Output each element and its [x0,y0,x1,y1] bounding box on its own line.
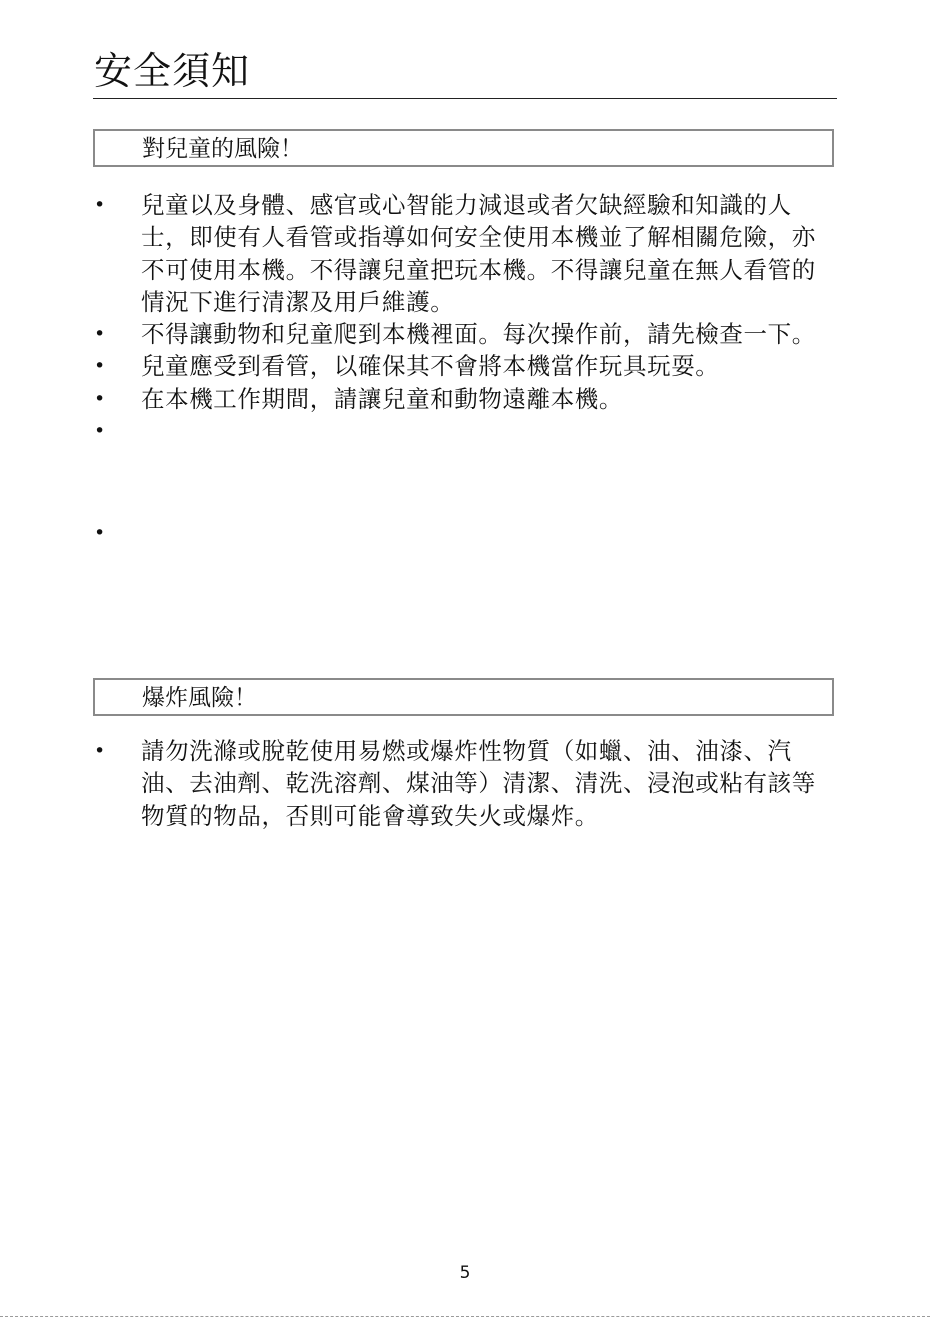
list-item-text: 在本機工作期間，請讓兒童和動物遠離本機。 [141,384,623,413]
page-bottom-edge [0,1316,930,1317]
section-header-explosion-risk [93,678,834,716]
list-item-text: 不得讓動物和兒童爬到本機裡面。每次操作前，請先檢查一下。 [141,320,816,349]
list-item [93,189,838,318]
list-item-text: 兒童應受到看管，以確保其不會將本機當作玩具玩耍。 [141,352,720,381]
list-item-empty [93,517,838,549]
list-item [93,735,838,832]
bullet-icon: • [94,355,106,378]
list-item [93,318,838,350]
explosion-risk-list [93,735,838,832]
list-item [93,383,838,415]
section-header-children-risk [93,129,834,167]
section-heading: 對兒童的風險！ [142,136,303,162]
bullet-icon: • [94,387,106,410]
bullet-icon: • [94,194,106,216]
bullet-icon: • [94,740,106,762]
children-risk-list [93,189,838,549]
list-item-empty [93,415,838,517]
title-divider [93,98,837,99]
page-title: 安全須知 [94,49,251,93]
list-item-text: 兒童以及身體、感官或心智能力減退或者欠缺經驗和知識的人士，即使有人看管或指導如何安全使用本機並了解相關危險，亦不可使用本機。不得讓兒童把玩本機。不得讓兒童在無人看管的情況下進行清潔及用戶維護。 [141,191,816,316]
list-item [93,350,838,382]
page-number: 5 [459,1263,471,1283]
bullet-icon: • [94,420,106,443]
list-item-text: 請勿洗滌或脫乾使用易燃或爆炸性物質（如蠟、油、油漆、汽油、去油劑、乾洗溶劑、煤油等）清潔、清洗、浸泡或粘有該等物質的物品，否則可能會導致失火或爆炸。 [141,737,816,830]
bullet-icon: • [94,522,106,545]
bullet-icon: • [94,323,106,346]
section-heading: 爆炸風險！ [142,685,257,711]
